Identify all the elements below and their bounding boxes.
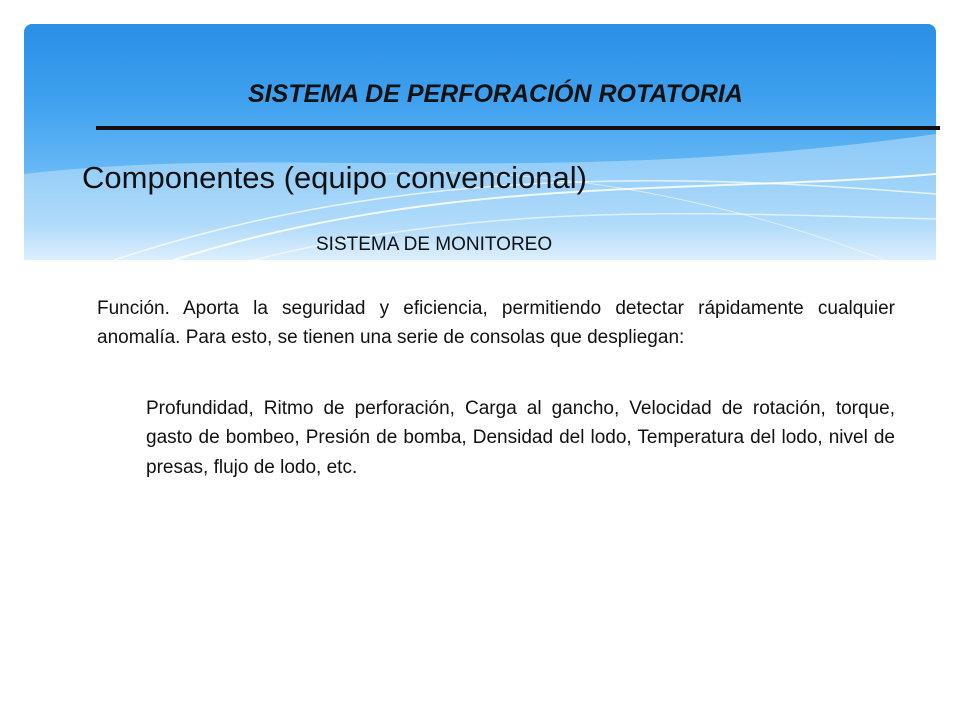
section-heading: SISTEMA DE MONITOREO xyxy=(316,234,553,255)
function-paragraph: Función. Aporta la seguridad y eficiencia, permitiendo detectar rápidamente cualquier anomalía. Para esto, se tienen una serie de consolas que despliegan: xyxy=(97,298,895,349)
parameters-paragraph: Profundidad, Ritmo de perforación, Carga al gancho, Velocidad de rotación, torque, gasto de bombeo, Presión de bomba, Densidad del lodo, Temperatura del lodo, nivel de presas, flujo de lodo, etc. xyxy=(146,398,895,478)
slide-subtitle: Componentes (equipo convencional) xyxy=(82,160,587,195)
title-underline xyxy=(96,126,940,130)
header-band xyxy=(24,24,936,260)
slide-title: SISTEMA DE PERFORACIÓN ROTATORIA xyxy=(248,80,743,108)
decorative-swoosh xyxy=(24,24,936,260)
